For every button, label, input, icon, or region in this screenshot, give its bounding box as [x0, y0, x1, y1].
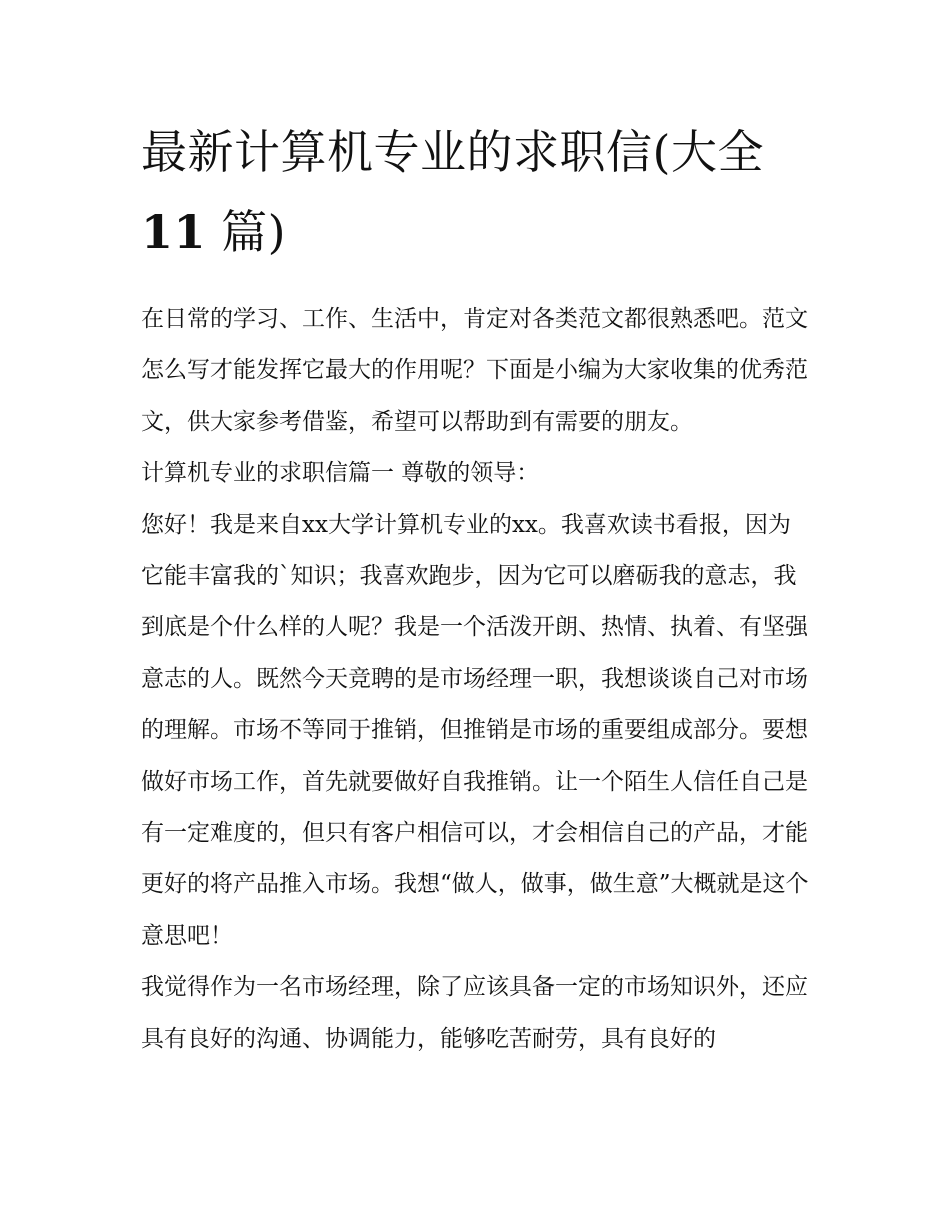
letter-paragraph-2: 我觉得作为一名市场经理，除了应该具备一定的市场知识外，还应具有良好的沟通、协调能力，能够吃苦耐劳，具有良好的: [141, 974, 808, 1052]
letter-paragraph-1: 您好！我是来自xx大学计算机专业的xx。我喜欢读书看报，因为它能丰富我的`知识；我喜欢跑步，因为它可以磨砺我的意志，我到底是个什么样的人呢？我是一个活泼开朗、热情、执着、有坚强意志的人。既然今天竞聘的是市场经理一职，我想谈谈自己对市场的理解。市场不等同于推销，但推销是市场的重要组成部分。要想做好市场工作，首先就要做好自我推销。让一个陌生人信任自己是有一定难度的，但只有客户相信可以，才会相信自己的产品，才能更好的将产品推入市场。我想“做人，做事，做生意”大概就是这个意思吧！: [141, 511, 809, 949]
title-text: 最新计算机专业的求职信(大全: [141, 125, 764, 179]
intro-paragraph: 在日常的学习、工作、生活中，肯定对各类范文都很熟悉吧。范文怎么写才能发挥它最大的作用呢？下面是小编为大家收集的优秀范文，供大家参考借鉴，希望可以帮助到有需要的朋友。: [141, 306, 808, 435]
title-number: 11: [141, 205, 207, 259]
title-end: 篇): [221, 205, 287, 259]
document-title: [141, 112, 813, 272]
letter-heading: 计算机专业的求职信篇一 尊敬的领导：: [141, 460, 540, 487]
document-body: [141, 112, 813, 1065]
